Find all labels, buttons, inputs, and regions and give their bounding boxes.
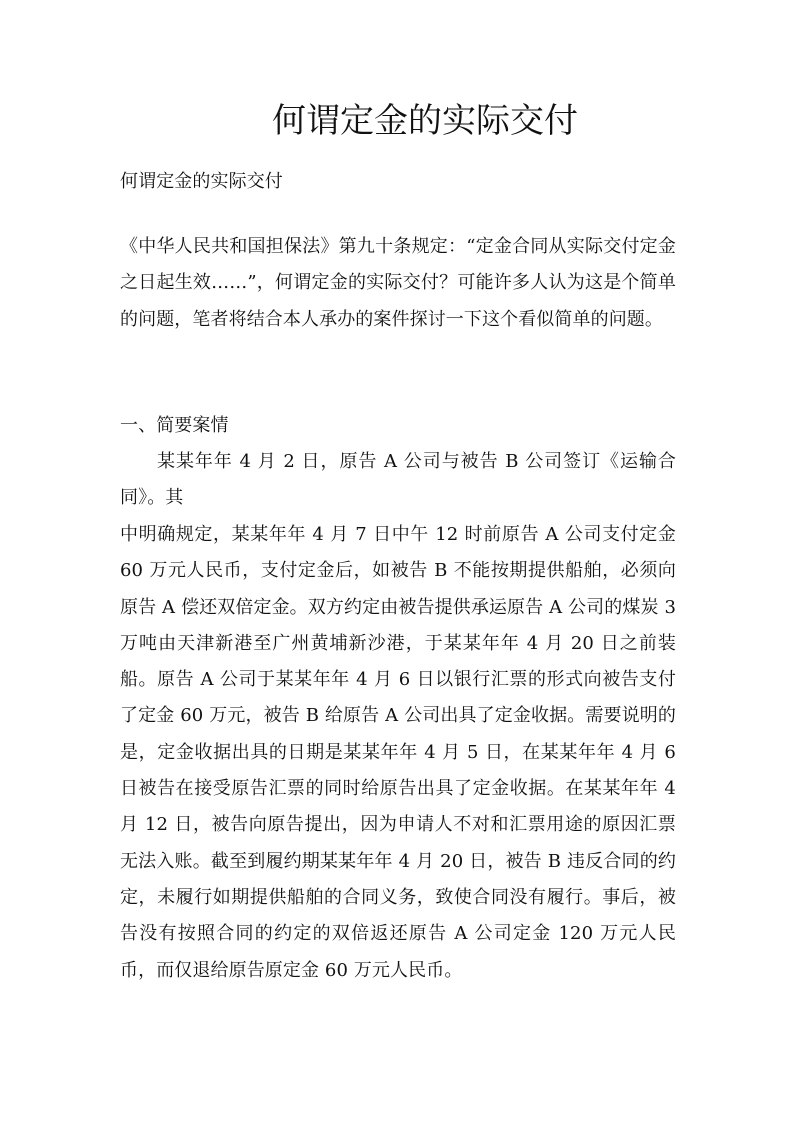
document-subtitle: 何谓定金的实际交付 — [120, 171, 283, 192]
intro-paragraph: 《中华人民共和国担保法》第九十条规定：“定金合同从实际交付定金之日起生效……”，何谓定金的实际交付？可能许多人认为这是个简单的问题，笔者将结合本人承办的案件探讨一下这个看似简单的问题。 — [120, 236, 676, 330]
case-paragraph-first: 某某年年 4 月 2 日，原告 A 公司与被告 B 公司签订《运输合同》。其 — [120, 451, 676, 509]
document-title: 何谓定金的实际交付 — [272, 101, 578, 141]
case-paragraph-rest: 中明确规定，某某年年 4 月 7 日中午 12 时前原告 A 公司支付定金 60 万元人民币，支付定金后，如被告 B 不能按期提供船舶，必须向原告 A 偿还双倍定金。双方约定由被告提供承运原告 A 公司的煤炭 3 万吨由天津新港至广州黄埔新沙港，于某某年年 4 月 20 日之前装船。原告 A 公司于某某年年 4 月 6 日以银行汇票的形式向被告支付了定金 60 万元，被告 B 给原告 A 公司出具了定金收据。需要说明的是，定金收据出具的日期是某某年年 4 月 5 日，在某某年年 4 月 6 日被告在接受原告汇票的同时给原告出具了定金收据。在某某年年 4 月 12 日，被告向原告提出，因为申请人不对和汇票用途的原因汇票无法入账。截至到履约期某某年年 4 月 20 日，被告 B 违反合同的约定，未履行如期提供船舶的合同义务，致使合同没有履行。事后，被告没有按照合同的约定的双倍返还原告 A 公司定金 120 万元人民币，而仅退给原告原定金 60 万元人民币。 — [120, 524, 676, 981]
section-heading: 一、简要案情 — [120, 415, 229, 436]
